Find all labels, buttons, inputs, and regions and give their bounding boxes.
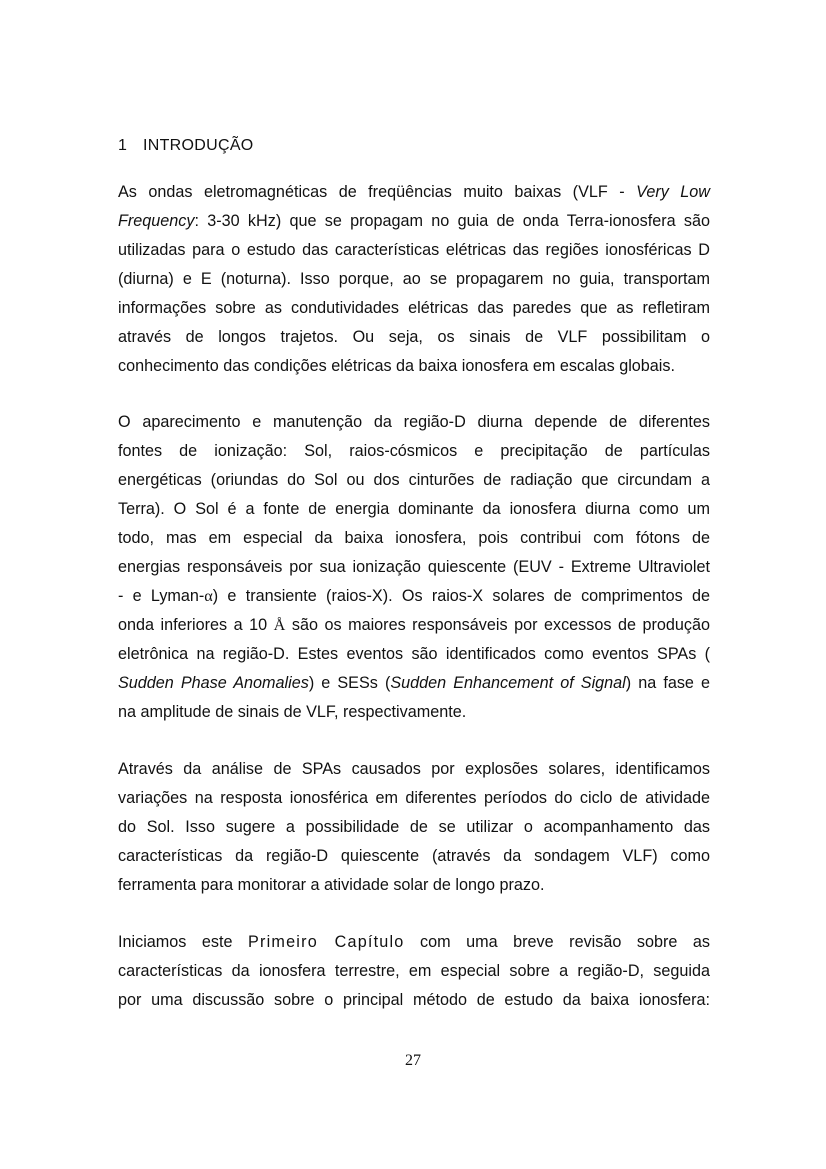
paragraph-line: através de longos trajetos. Ou seja, os sinais de VLF possibilitam o <box>118 328 710 346</box>
text-run: onda inferiores a 10 <box>118 616 274 634</box>
paragraph-line: Terra). O Sol é a fonte de energia dominante da ionosfera diurna como um <box>118 500 710 518</box>
text-run: - e Lyman- <box>118 587 205 605</box>
page-number: 27 <box>405 1052 421 1069</box>
text-run: são os maiores responsáveis por excessos de produção <box>285 616 710 634</box>
text-run: com uma breve revisão sobre as <box>404 933 711 951</box>
paragraph-line <box>118 611 710 640</box>
paragraph-line: utilizadas para o estudo das características elétricas das regiões ionosféricas D <box>118 241 710 259</box>
paragraph-chapter-overview <box>118 928 710 1015</box>
paragraph-line: eletrônica na região-D. Estes eventos são identificados como eventos SPAs ( <box>118 645 710 663</box>
paragraph-line: ferramenta para monitorar a atividade solar de longo prazo. <box>118 876 545 894</box>
angstrom-symbol: Å <box>273 616 286 634</box>
italic-text-run: Sudden Phase Anomalies <box>118 674 309 692</box>
text-run: ) e transiente (raios-X). Os raios-X solares de comprimentos de <box>212 587 710 605</box>
paragraph-line <box>118 582 710 611</box>
paragraph-line: todo, mas em especial da baixa ionosfera, pois contribui com fótons de <box>118 529 710 547</box>
paragraph-line: variações na resposta ionosférica em diferentes períodos do ciclo de atividade <box>118 789 710 807</box>
paragraph-line: O aparecimento e manutenção da região-D diurna depende de diferentes <box>118 413 710 431</box>
italic-text-run: Frequency <box>118 212 195 230</box>
text-run: Iniciamos este <box>118 933 249 951</box>
section-heading <box>118 137 254 155</box>
paragraph-line <box>118 669 710 698</box>
italic-text-run: Sudden Enhancement of Signal <box>390 674 626 692</box>
spaced-text-run: Primeiro Capítulo <box>248 933 405 951</box>
italic-text-run: Very Low <box>636 183 710 201</box>
text-run: ) e SESs ( <box>308 674 391 692</box>
paragraph-spa-analysis <box>118 755 710 900</box>
paragraph-line: Através da análise de SPAs causados por explosões solares, identificamos <box>118 760 710 778</box>
section-number: 1 <box>118 137 128 154</box>
paragraph-vlf-intro <box>118 178 710 381</box>
paragraph-line: características da ionosfera terrestre, em especial sobre a região-D, seguida <box>118 962 710 980</box>
paragraph-line: conhecimento das condições elétricas da baixa ionosfera em escalas globais. <box>118 357 675 375</box>
paragraph-line: (diurna) e E (noturna). Isso porque, ao se propagarem no guia, transportam <box>118 270 710 288</box>
text-run: : 3-30 kHz) que se propagam no guia de onda Terra-ionosfera são <box>194 212 710 230</box>
paragraph-line: características da região-D quiescente (através da sondagem VLF) como <box>118 847 710 865</box>
paragraph-line: do Sol. Isso sugere a possibilidade de se utilizar o acompanhamento das <box>118 818 710 836</box>
text-run: As ondas eletromagnéticas de freqüências muito baixas (VLF - <box>118 183 637 201</box>
paragraph-line: energias responsáveis por sua ionização quiescente (EUV - Extreme Ultraviolet <box>118 558 710 576</box>
alpha-symbol: α <box>204 587 213 605</box>
paragraph-line: informações sobre as condutividades elétricas das paredes que as refletiram <box>118 299 710 317</box>
paragraph-line: energéticas (oriundas do Sol ou dos cinturões de radiação que circundam a <box>118 471 710 489</box>
section-title: INTRODUÇÃO <box>143 137 254 154</box>
paragraph-line <box>118 928 710 957</box>
text-run: ) na fase e <box>625 674 710 692</box>
paragraph-region-d <box>118 408 710 727</box>
paragraph-line: fontes de ionização: Sol, raios-cósmicos e precipitação de partículas <box>118 442 710 460</box>
paragraph-line: por uma discussão sobre o principal método de estudo da baixa ionosfera: <box>118 991 710 1009</box>
paragraph-line <box>118 207 710 236</box>
paragraph-line <box>118 178 710 207</box>
paragraph-line: na amplitude de sinais de VLF, respectivamente. <box>118 703 467 721</box>
